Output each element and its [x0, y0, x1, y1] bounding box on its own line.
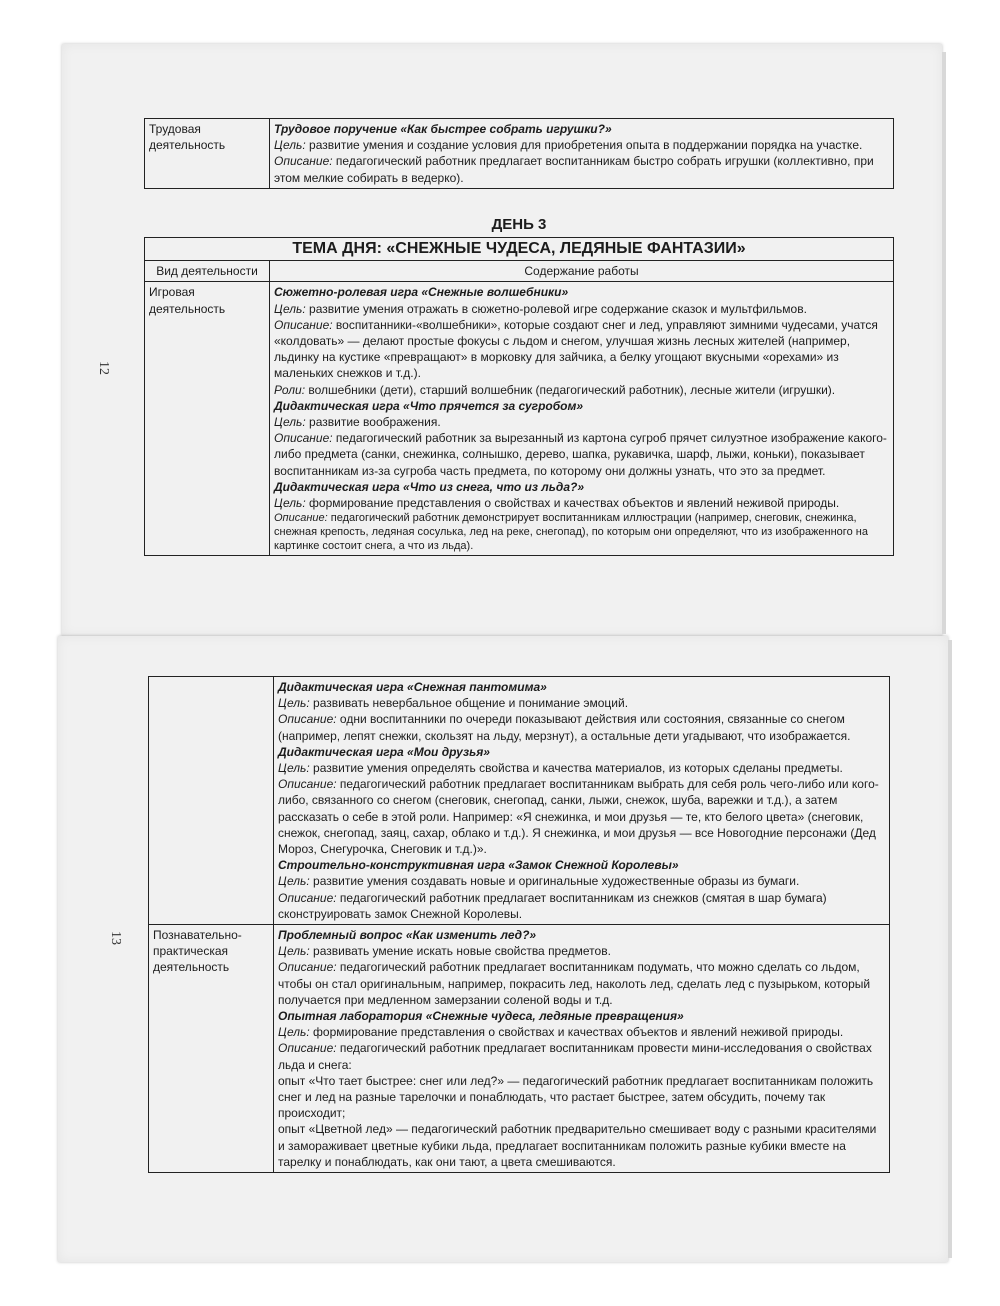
- activity-title: Проблемный вопрос «Как изменить лед?»: [278, 928, 537, 943]
- column-header-content: Содержание работы: [270, 261, 894, 282]
- activity-description: Описание: педагогический работник предлагает воспитанникам из снежков (смятая в шар бумага) сконструировать замок Снежной Королевы.: [278, 890, 827, 921]
- activity-title: Строительно-конструктивная игра «Замок Снежной Королевы»: [278, 858, 679, 873]
- page-number: 13: [108, 931, 123, 945]
- activity-title: Сюжетно-ролевая игра «Снежные волшебники»: [274, 285, 569, 300]
- theme-row: [145, 238, 894, 261]
- activity-title: Трудовое поручение «Как быстрее собрать игрушки?»: [274, 122, 612, 136]
- activity-type-cell: Трудовая деятельность: [145, 119, 270, 189]
- activity-content-cell: [274, 677, 890, 925]
- page-edge: [942, 52, 946, 634]
- activity-description: Описание: педагогический работник предлагает воспитанникам подумать, что можно сделать со льдом, чтобы он стал оригинальным, например, покрасить лед, наколоть лед, сделать лед с пузырьком, который получается при медленном замерзании соленой воды и т.д.: [278, 960, 871, 1007]
- table-row: [145, 282, 894, 556]
- activity-type-cell: Игровая деятельность: [145, 282, 270, 556]
- day-heading: ДЕНЬ 3: [491, 216, 547, 233]
- activity-roles: Роли: волшебники (дети), старший волшебник (педагогический работник), лесные жители (игрушки).: [274, 382, 836, 397]
- experiment-item: опыт «Цветной лед» — педагогический работник предварительно смешивает воду с разными красителями и замораживает цветные кубики льда, предлагает воспитанникам положить разные кубики вместе на тарелку и понаблюдать, как они тают, а цвета смешиваются.: [278, 1122, 877, 1169]
- activity-description: Описание: воспитанники-«волшебники», которые создают снег и лед, управляют зимними чудесами, учатся «колдовать» — делают простые фокусы с льдом и снегом, улучшая жизнь лесных жителей (например, льдинку на кустике «превращают» в морковку для зайчика, а белку угощают вкусными «орехами» из маленьких снежков и т.д.).: [274, 317, 878, 381]
- page-13: [58, 636, 948, 1262]
- activity-title: Опытная лаборатория «Снежные чудеса, ледяные превращения»: [278, 1009, 684, 1024]
- activity-goal: Цель: развивать умение искать новые свойства предметов.: [278, 944, 611, 959]
- activity-title: Дидактическая игра «Снежная пантомима»: [278, 680, 547, 694]
- table-row: [149, 677, 890, 925]
- activity-content-cell: [270, 119, 894, 189]
- theme-heading: ТЕМА ДНЯ: «СНЕЖНЫЕ ЧУДЕСА, ЛЕДЯНЫЕ ФАНТАЗИИ»: [145, 238, 894, 261]
- page-12: [62, 44, 942, 636]
- activity-goal: Цель: развитие умения определять свойства и качества материалов, из которых сделаны предметы.: [278, 761, 843, 776]
- table-row: [145, 119, 894, 189]
- activity-type-cell: Познавательно-практическая деятельность: [149, 925, 274, 1173]
- activity-description: Описание: одни воспитанники по очереди показывают действия или состояния, связанные со снегом (например, лепят снежки, скользят на льду, мерзнут), а остальные дети угадывают, что изображается.: [278, 712, 851, 743]
- activity-description: Описание: педагогический работник демонстрирует воспитанникам иллюстрации (например, снеговик, снежинка, снежная крепость, ледяная сосулька, лед на реке, снегопад), по которым они определяют, что из изображенного на картинке состоит снега, а что из льда).: [274, 512, 868, 553]
- activity-title: Дидактическая игра «Что прячется за сугробом»: [274, 398, 584, 413]
- activity-goal: Цель: развивать невербальное общение и понимание эмоций.: [278, 696, 629, 711]
- labor-table: [144, 118, 894, 189]
- table-row: [149, 925, 890, 1173]
- activity-goal: Цель: развитие воображения.: [274, 415, 441, 430]
- page-number: 12: [96, 361, 111, 375]
- activity-description: Описание: педагогический работник предлагает воспитанникам быстро собрать игрушки (коллективно, при этом мелкие собирать в ведерко).: [274, 154, 874, 185]
- activity-title: Дидактическая игра «Мои друзья»: [278, 744, 490, 759]
- activity-goal: Цель: развитие умения и создание условия для приобретения опыта в поддержании порядка на участке.: [274, 138, 863, 153]
- activity-description: Описание: педагогический работник предлагает воспитанникам провести мини-исследования о свойствах льда и снега:: [278, 1041, 872, 1072]
- activity-goal: Цель: формирование представления о свойствах и качествах объектов и явлений неживой природы.: [274, 496, 840, 511]
- activity-goal: Цель: развитие умения создавать новые и оригинальные художественные образы из бумаги.: [278, 874, 800, 889]
- column-header-type: Вид деятельности: [145, 261, 270, 282]
- activity-content-cell: [270, 282, 894, 556]
- activity-description: Описание: педагогический работник за вырезанный из картона сугроб прячет силуэтное изображение какого-либо предмета (санки, снежинка, солнышко, дерево, шапка, рукавичка, шарф, лыжи, коньки), показывает воспитанникам из-за сугроба часть предмета, по которому они должны узнать, что это за предмет.: [274, 431, 887, 478]
- activity-content-cell: [274, 925, 890, 1173]
- continuation-table: [148, 676, 890, 1173]
- activity-goal: Цель: развитие умения отражать в сюжетно-ролевой игре содержание сказок и мультфильмов.: [274, 301, 807, 316]
- page-edge: [948, 640, 952, 1258]
- experiment-item: опыт «Что тает быстрее: снег или лед?» — педагогический работник предлагает воспитанникам положить снег и лед на разные тарелочки и понаблюдать, что растает быстрее, затем обсудить, почему так происходит;: [278, 1073, 874, 1121]
- column-header-row: [145, 261, 894, 282]
- day3-table: [144, 237, 894, 556]
- activity-description: Описание: педагогический работник предлагает воспитанникам выбрать для себя роль чего-либо или кого-либо, связанного со снегом (снеговик, снегопад, санки, лыжи, снежок, шуба, варежки и т.д.), а затем рассказать о себе в этой роли. Например: «Я снежинка, и мои друзья — те, кто белого цвета» (снеговик, снежок, снегопад, заяц, сахар, облако и т.д.). Я снежинка, и мои друзья — все Новогодние персонажи (Дед Мороз, Снегурочка, Снеговик и т.д.)».: [278, 777, 879, 857]
- activity-goal: Цель: формирование представления о свойствах и качествах объектов и явлений неживой природы.: [278, 1025, 844, 1040]
- activity-title: Дидактическая игра «Что из снега, что из льда?»: [274, 479, 584, 494]
- activity-type-cell: [149, 677, 274, 925]
